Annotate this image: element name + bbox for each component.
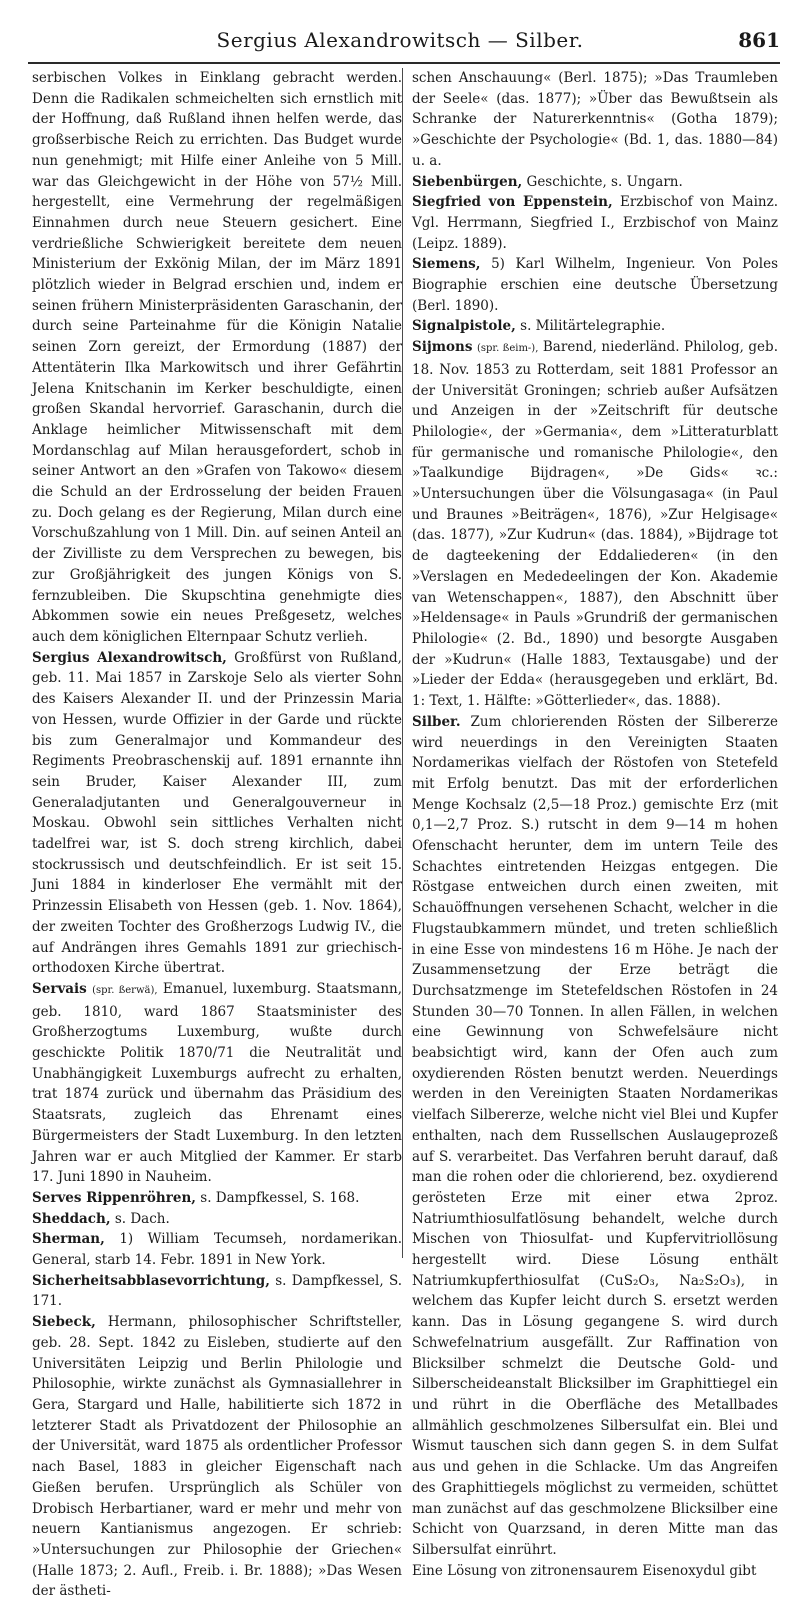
entry-lemma: Siebenbürgen, <box>412 173 523 190</box>
entry-body: s. Dach. <box>114 1210 170 1227</box>
right-column-entry <box>412 712 778 1561</box>
entry-lemma: Siemens, <box>412 256 481 273</box>
header-rule <box>28 62 780 64</box>
entry-body: Emanuel, luxemburg. Staatsmann, geb. 1810, ward 1867 Staatsminister des Großherzogtums Luxemburg, wußte durch geschickte Politik 1870/71 die Neutralität und Unabhängigkeit Luxemburgs aufrecht zu erhalten, trat 1874 zurück und übernahm das Präsidium des Staatsrats, zugleich das Ehrenamt eines Bürgermeisters der Stadt Luxemburg. In den letzten Jahren war er auch Mitglied der Kammer. Er starb 17. Juni 1890 in Nauheim. <box>32 980 402 1186</box>
entry-body: s. Dampfkessel, S. 168. <box>200 1189 360 1206</box>
entry-body: Hermann, philosophischer Schriftsteller, geb. 28. Sept. 1842 zu Eisleben, studierte auf den Universitäten Leipzig und Berlin Philologie und Philosophie, wirkte zunächst als Gymnasiallehrer in Gera, Stargard und Halle, habilitierte sich 1872 in letzterer Stadt als Privatdozent der Philosophie an der Universität, ward 1875 als ordentlicher Professor nach Basel, 1883 in gleicher Eigenschaft nach Gießen berufen. Ursprünglich als Schüler von Drobisch Herbartianer, ward er mehr und mehr von neuern Kantianismus angezogen. Er schrieb: »Untersuchungen zur Philosophie der Griechen« (Halle 1873; 2. Aufl., Freib. i. Br. 1888); »Das Wesen der ästheti- <box>32 1314 402 1600</box>
entry-lemma: Serves Rippenröhren, <box>32 1189 196 1206</box>
entry-body: Zum chlorierenden Rösten der Silbererze wird neuerdings in den Vereinigten Staaten Nordamerikas vielfach der Röstofen von Stetefeld mit Erfolg benutzt. Das mit der erforderlichen Menge Kochsalz (2,5—18 Proz.) gemischte Erz (mit 0,1—2,7 Proz. S.) rutscht in dem 9—14 m hohen Ofenschacht herunter, dem im untern Teile des Schachtes eintretenden Heizgas entgegen. Die Röstgase entweichen durch einen zweiten, mit Schauöffnungen versehenen Schacht, welcher in die Flugstaubkammern mündet, und treten schließlich in eine Esse von mindestens 16 m Höhe. Je nach der Zusammensetzung der Erze beträgt die Durchsatzmenge im Stetefeldschen Röstofen in 24 Stunden 30—70 Tonnen. In allen Fällen, in welchen eine Gewinnung von Schwefelsäure nicht beabsichtigt wird, kann der Ofen auch zum oxydierenden Rösten benutzt werden. Neuerdings werden in den Vereinigten Staaten Nordamerikas vielfach Silbererze, welche nicht viel Blei und Kupfer enthalten, nach dem Russellschen Auslaugeprozeß auf S. verarbeitet. Das Verfahren beruht darauf, daß man die rohen oder die chlorierend, bez. oxydierend gerösteten Erze mit einer etwa 2proz. Natriumthiosulfatlösung behandelt, welche durch Mischen von Thiosulfat- und Kupfervitriollösung hergestellt wird. Diese Lösung enthält Natriumkupferthiosulfat (CuS₂O₃, Na₂S₂O₃), in welchem das Kupfer leicht durch S. ersetzt werden kann. Das in Lösung gegangene S. wird durch Schwefelnatrium ausgefällt. Zur Raffination von Blicksilber schmelzt die Deutsche Gold- und Silberscheideanstalt Blicksilber im Graphittiegel ein und rührt in die Oberfläche des Metallbades allmählich geschmolzenes Silbersulfat ein. Blei und Wismut tauschen sich dann gegen S. in dem Sulfat aus und gehen in die Schlacke. Um das Angreifen des Graphittiegels möglichst zu vermeiden, schüttet man zunächst auf das geschmolzene Blicksilber eine Schicht von Quarzsand, in deren Mitte man das Silbersulfat einrührt. <box>412 713 778 1558</box>
entry-lemma: Servais <box>32 980 87 997</box>
entry-body: Barend, niederländ. Philolog, geb. 18. Nov. 1853 zu Rotterdam, seit 1881 Professor an der Universität Groningen; schrieb außer Aufsätzen und Anzeigen in der »Zeitschrift für deutsche Philologie«, der »Germania«, dem »Litteraturblatt für germanische und romanische Philologie«, den »Taalkundige Bijdragen«, »De Gids« ꝛc.: »Untersuchungen über die Völsungasaga« (in Paul und Braunes »Beiträgen«, 1876), »Zur Helgisage« (das. 1877), »Zur Kudrun« (das. 1884), »Bijdrage tot de dagteekening der Eddaliederen« (in den »Verslagen en Mededeelingen der Kon. Akademie van Wetenschappen«, 1887), den Abschnitt über »Heldensage« in Pauls »Grundriß der germanischen Philologie« (2. Bd., 1890) und besorgte Ausgaben der »Kudrun« (Halle 1883, Textausgabe) und der »Lieder der Edda« (herausgegeben und erklärt, Bd. 1: Text, 1. Hälfte: »Götterlieder«, das. 1888). <box>412 339 778 710</box>
entry-body: Großfürst von Rußland, geb. 11. Mai 1857 in Zarskoje Selo als vierter Sohn des Kaisers Alexander II. und der Prinzessin Maria von Hessen, wurde Offizier in der Garde und rückte bis zum Generalmajor und Kommandeur des Regiments Preobraschenskij auf. 1891 ernannte ihn sein Bruder, Kaiser Alexander III, zum Generaladjutanten und Generalgouverneur in Moskau. Obwohl sein sittliches Verhalten nicht tadelfrei war, ist S. doch streng kirchlich, dabei stockrussisch und deutschfeindlich. Er ist seit 15. Juni 1884 in kinderloser Ehe vermählt mit der Prinzessin Elisabeth von Hessen (geb. 1. Nov. 1864), der zweiten Tochter des Großherzogs Ludwig IV., die auf Andrängen ihres Gemahls 1891 zur griechisch-orthodoxen Kirche übertrat. <box>32 649 402 977</box>
right-column-entry <box>412 172 778 193</box>
entry-lemma: Sicherheitsabblasevorrichtung, <box>32 1272 270 1289</box>
right-column <box>412 68 778 1579</box>
entry-pronunciation: (spr. ßeim-), <box>476 343 539 355</box>
right-column-entry <box>412 254 778 316</box>
entry-body: 1) William Tecumseh, nordamerikan. General, starb 14. Febr. 1891 in New York. <box>32 1231 402 1269</box>
entry-lemma: Sijmons <box>412 339 473 356</box>
left-column-entry <box>32 1312 402 1602</box>
left-column-entry <box>32 68 402 648</box>
left-column-entry <box>32 1209 402 1230</box>
entry-lemma: Siebeck, <box>32 1314 96 1331</box>
left-column-entry <box>32 1229 402 1270</box>
column-divider <box>402 68 403 1258</box>
entry-body: Eine Lösung von zitronensaurem Eisenoxydul gibt <box>412 1562 757 1579</box>
entry-lemma: Sergius Alexandrowitsch, <box>32 649 227 666</box>
entry-lemma: Sherman, <box>32 1231 105 1248</box>
left-column-entry <box>32 1271 402 1312</box>
entry-body: Geschichte, s. Ungarn. <box>526 173 683 190</box>
right-column-entry <box>412 1561 778 1582</box>
entry-lemma: Siegfried von Eppenstein, <box>412 194 613 211</box>
left-column <box>32 68 403 1600</box>
entry-body: schen Anschauung« (Berl. 1875); »Das Traumleben der Seele« (das. 1877); »Über das Bewußtsein als Schranke der Naturerkenntnis« (Gotha 1879); »Geschichte der Psychologie« (Bd. 1, das. 1880—84) u. a. <box>412 70 778 169</box>
left-column-entry <box>32 1188 402 1209</box>
page-number: 861 <box>738 28 780 52</box>
left-column-entry <box>32 979 402 1188</box>
right-column-entry <box>412 68 778 172</box>
entry-lemma: Silber. <box>412 713 461 730</box>
left-column-entry <box>32 648 402 979</box>
entry-body: serbischen Volkes in Einklang gebracht werden. Denn die Radikalen schmeichelten sich ernstlich mit der Hoffnung, daß Rußland ihnen helfen werde, das großserbische Reich zu errichten. Das Budget wurde nun genehmigt; mit Hilfe einer Anleihe von 5 Mill. war das Gleichgewicht in der Höhe von 57½ Mill. hergestellt, eine Vermehrung der regelmäßigen Einnahmen durch neue Steuern gesichert. Eine verdrießliche Schwierigkeit bereitete dem neuen Ministerium der Exkönig Milan, der im März 1891 plötzlich wieder in Belgrad erschien und, indem er seinen frühern Ministerpräsidenten Garaschanin, der durch seine Parteinahme für die Königin Natalie seinen Zorn gereizt, der Ermordung (1887) der Attentäterin Ilka Markowitsch und ihrer Gefährtin Jelena Knitschanin im Kerker beschuldigte, einen großen Skandal hervorrief. Garaschanin, durch die Anklage heimlicher Mitwissenschaft mit dem Mordanschlag auf Milan herausgefordert, schob in seiner Antwort an den »Grafen von Takowo« diesem die Schuld an der Erdrosselung der beiden Frauen zu. Doch gelang es der Regierung, Milan durch eine Vorschußzahlung von 1 Mill. Din. auf seinen Anteil an der Zivilliste zu dem Versprechen zu bewegen, bis zur Großjährigkeit des jungen Königs von S. fernzubleiben. Die Skupschtina genehmigte dies Abkommen sowie ein neues Preßgesetz, welches auch dem königlichen Elternpaar Schutz verlieh. <box>32 70 402 645</box>
entry-body: s. Dampfkessel, S. 171. <box>32 1272 403 1310</box>
header-title: Sergius Alexandrowitsch — Silber. <box>216 28 584 52</box>
entry-body: Erzbischof von Mainz. Vgl. Herrmann, Siegfried I., Erzbischof von Mainz (Leipz. 1889). <box>412 194 778 252</box>
entry-body: 5) Karl Wilhelm, Ingenieur. Von Poles Biographie erschien eine deutsche Übersetzung (Berl. 1890). <box>412 256 778 314</box>
entry-body: s. Militärtelegraphie. <box>520 318 666 335</box>
entry-lemma: Signalpistole, <box>412 318 516 335</box>
right-column-entry <box>412 316 778 337</box>
entry-pronunciation: (spr. ßerwä), <box>92 984 158 996</box>
entry-lemma: Sheddach, <box>32 1210 111 1227</box>
right-column-entry <box>412 337 778 712</box>
running-header <box>0 14 800 54</box>
right-column-entry <box>412 192 778 254</box>
